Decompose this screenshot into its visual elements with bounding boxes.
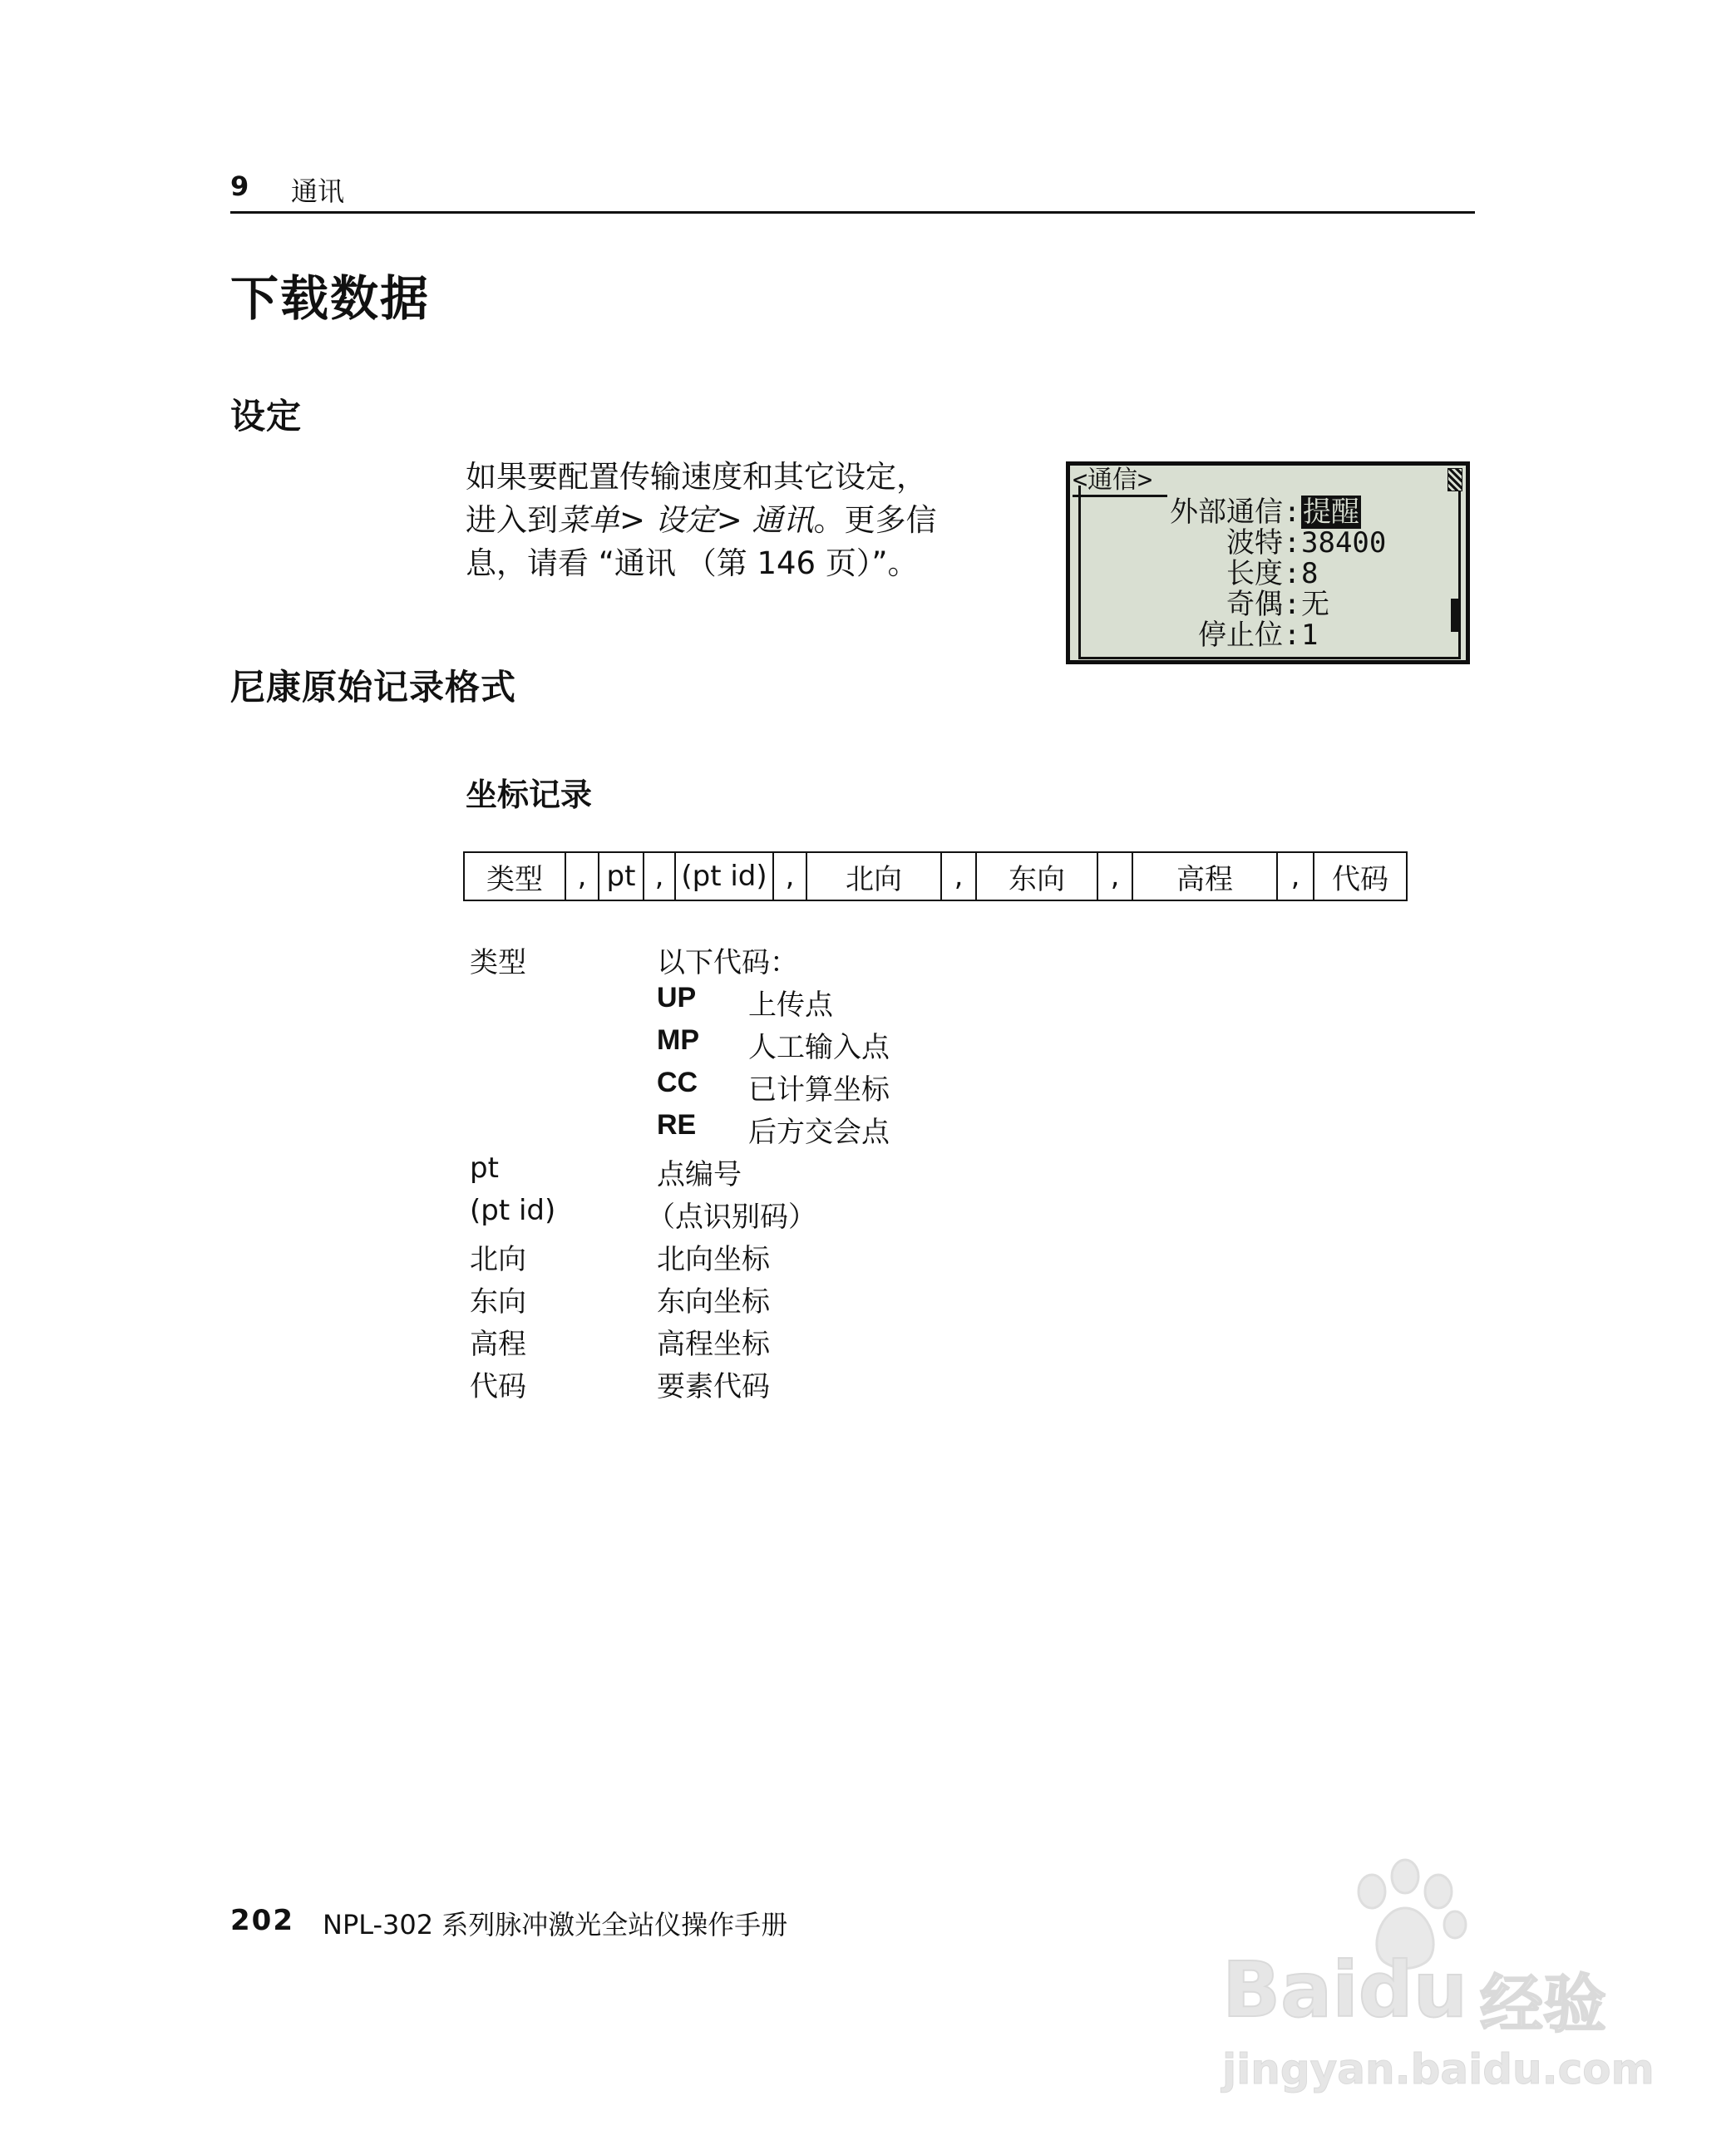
code-term: UP bbox=[657, 982, 697, 1013]
def-term: 代码 bbox=[470, 1370, 526, 1403]
code-term: RE bbox=[657, 1109, 697, 1141]
lcd-value: 1 bbox=[1301, 619, 1319, 652]
baidu-watermark bbox=[1214, 1858, 1655, 2108]
coord-record-heading: 坐标记录 bbox=[466, 777, 593, 813]
lcd-label: 外部通信 bbox=[1170, 496, 1283, 529]
para-prefix: 进入到 bbox=[466, 502, 558, 538]
record-field: 北向 bbox=[807, 853, 942, 900]
def-term: 东向 bbox=[470, 1285, 526, 1319]
lcd-value: 8 bbox=[1301, 557, 1319, 590]
def-term: 北向 bbox=[470, 1243, 526, 1276]
record-field: pt bbox=[599, 853, 644, 900]
lcd-colon: : bbox=[1283, 619, 1301, 652]
lcd-label: 停止位 bbox=[1198, 619, 1283, 652]
def-desc: （点识别码） bbox=[647, 1201, 816, 1234]
record-field: 代码 bbox=[1332, 862, 1388, 896]
lcd-row-external-comm bbox=[1092, 497, 1361, 527]
record-separator: , bbox=[644, 853, 676, 900]
setup-para-line2 bbox=[466, 499, 1014, 542]
def-desc: 以下代码： bbox=[657, 946, 798, 979]
record-format-table bbox=[463, 851, 1408, 901]
record-separator: , bbox=[1098, 853, 1133, 900]
lcd-screen bbox=[1066, 461, 1470, 664]
chapter-number: 9 bbox=[230, 170, 249, 202]
def-term: pt bbox=[470, 1151, 499, 1185]
record-separator: , bbox=[774, 853, 807, 900]
header-rule bbox=[230, 211, 1475, 214]
page-number: 202 bbox=[230, 1904, 294, 1937]
nikon-raw-heading: 尼康原始记录格式 bbox=[230, 667, 517, 708]
record-field: 东向 bbox=[977, 853, 1098, 900]
watermark-brand: Baidu bbox=[1222, 1945, 1468, 2034]
lcd-row-baud bbox=[1092, 528, 1386, 558]
lcd-row-stop-bit bbox=[1092, 620, 1318, 650]
lcd-label: 波特 bbox=[1226, 526, 1283, 560]
record-field: 类型 bbox=[465, 853, 566, 900]
lcd-colon: : bbox=[1283, 496, 1301, 529]
lcd-display bbox=[1070, 466, 1466, 660]
lcd-value: 38400 bbox=[1301, 526, 1387, 560]
setup-heading: 设定 bbox=[230, 396, 303, 436]
menu-path-comm: 通讯 bbox=[752, 502, 814, 538]
lcd-value-selected: 提醒 bbox=[1303, 496, 1359, 529]
menu-path-setup: 设定 bbox=[654, 502, 717, 538]
lcd-row-length bbox=[1092, 559, 1318, 589]
lcd-label: 长度 bbox=[1226, 557, 1283, 590]
setup-para-line3: 息，请看 “通讯 （第 146 页）”。 bbox=[466, 545, 919, 581]
lcd-value: 无 bbox=[1301, 588, 1329, 621]
manual-title: NPL-302 系列脉冲激光全站仪操作手册 bbox=[323, 1909, 788, 1940]
code-desc: 人工输入点 bbox=[748, 1031, 890, 1064]
record-separator: , bbox=[1278, 853, 1314, 900]
setup-para-line1: 如果要配置传输速度和其它设定， bbox=[466, 459, 927, 495]
def-desc: 点编号 bbox=[657, 1158, 742, 1191]
def-desc: 要素代码 bbox=[657, 1370, 770, 1403]
setup-paragraph bbox=[466, 456, 1014, 585]
def-term: 类型 bbox=[470, 946, 526, 979]
page-title: 下载数据 bbox=[230, 270, 431, 327]
watermark-url: jingyan.baidu.com bbox=[1222, 2045, 1655, 2093]
lcd-colon: : bbox=[1283, 557, 1301, 590]
watermark-brand-cn: 经验 bbox=[1480, 1967, 1606, 2041]
menu-path-menu: 菜单 bbox=[558, 502, 619, 538]
code-term: MP bbox=[657, 1024, 699, 1056]
para-suffix: 。更多信 bbox=[813, 502, 937, 538]
path-separator: > bbox=[716, 502, 752, 538]
def-term: (pt id) bbox=[470, 1194, 556, 1227]
code-term: CC bbox=[657, 1067, 698, 1098]
path-separator: > bbox=[619, 502, 655, 538]
def-desc: 高程坐标 bbox=[657, 1328, 770, 1361]
lcd-scroll-indicator-icon bbox=[1447, 468, 1462, 491]
def-desc: 北向坐标 bbox=[657, 1243, 770, 1276]
def-desc: 东向坐标 bbox=[657, 1285, 770, 1319]
def-term: 高程 bbox=[470, 1328, 526, 1361]
record-separator: , bbox=[566, 853, 599, 900]
lcd-label: 奇偶 bbox=[1226, 588, 1283, 621]
record-field: 高程 bbox=[1133, 853, 1278, 900]
lcd-scroll-thumb bbox=[1451, 599, 1461, 632]
code-desc: 上传点 bbox=[748, 989, 833, 1022]
lcd-colon: : bbox=[1283, 588, 1301, 621]
code-desc: 后方交会点 bbox=[748, 1116, 890, 1149]
chapter-title: 通讯 bbox=[291, 175, 345, 207]
code-desc: 已计算坐标 bbox=[748, 1073, 890, 1107]
record-separator: , bbox=[942, 853, 977, 900]
lcd-colon: : bbox=[1283, 526, 1301, 560]
lcd-title: <通信> bbox=[1073, 466, 1153, 495]
lcd-row-parity bbox=[1092, 589, 1329, 619]
record-field: (pt id) bbox=[676, 853, 774, 900]
